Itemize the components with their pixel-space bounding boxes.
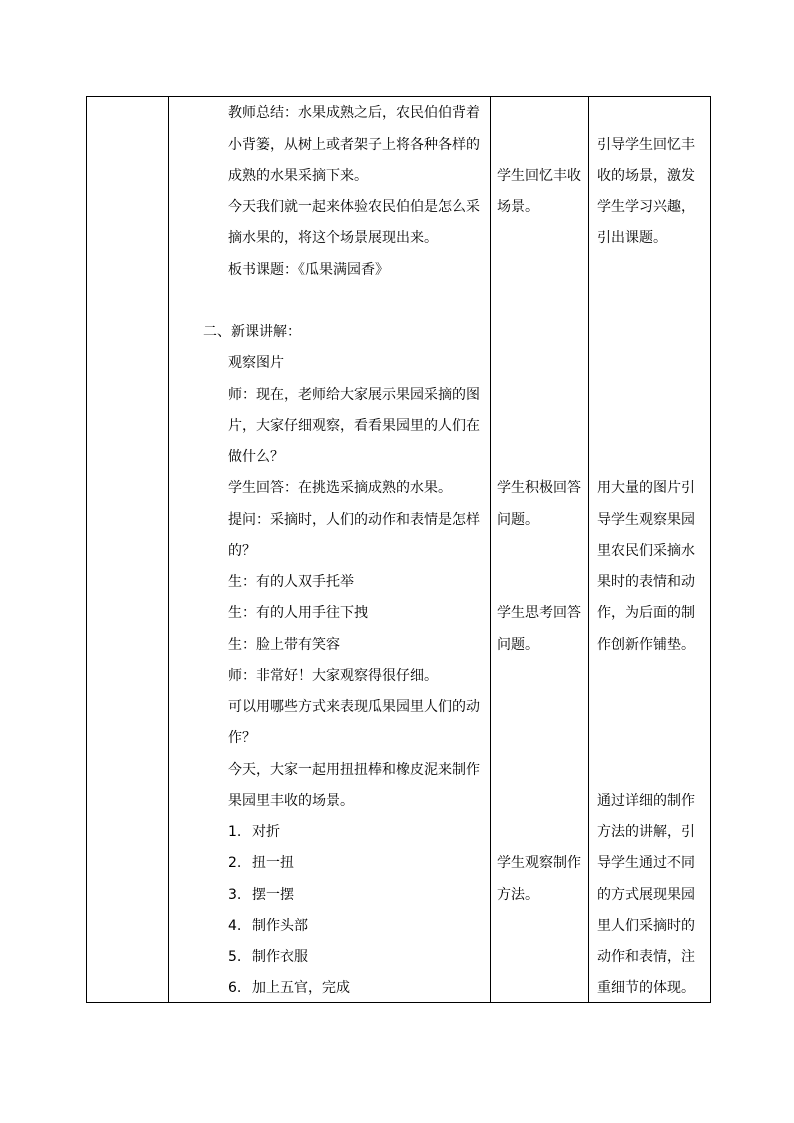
process-line: 摘水果的，将这个场景展现出来。 xyxy=(228,230,438,246)
step-number: 5. xyxy=(228,949,242,965)
student-line: 问题。 xyxy=(497,512,539,528)
intent-line: 方法的讲解，引 xyxy=(597,824,695,840)
intent-line: 作创新作铺垫。 xyxy=(597,637,695,653)
intent-line: 引导学生回忆丰 xyxy=(597,137,695,153)
process-line: 片，大家仔细观察，看看果园里的人们在 xyxy=(228,418,480,434)
intent-line: 通过详细的制作 xyxy=(597,793,695,809)
step-text: 扭一扭 xyxy=(252,855,294,871)
step-number: 2. xyxy=(228,855,242,871)
design-intent-cell xyxy=(589,97,711,1003)
student-line: 学生回忆丰收 xyxy=(497,168,581,184)
student-line: 问题。 xyxy=(497,637,539,653)
process-line: 生：脸上带有笑容 xyxy=(228,637,340,653)
process-line: 生：有的人双手托举 xyxy=(228,574,354,590)
process-line: 做什么？ xyxy=(228,449,284,465)
step-text: 制作头部 xyxy=(252,918,308,934)
lesson-plan-table xyxy=(86,96,711,1003)
intent-line: 引出课题。 xyxy=(597,230,667,246)
student-line: 学生观察制作 xyxy=(497,855,581,871)
table-row xyxy=(87,97,711,1003)
intent-line: 收的场景，激发 xyxy=(597,168,695,184)
step-number: 4. xyxy=(228,918,242,934)
step-text: 加上五官，完成 xyxy=(252,980,350,996)
intent-line: 里农民们采摘水 xyxy=(597,543,695,559)
intent-line: 果时的表情和动 xyxy=(597,574,695,590)
step-text: 摆一摆 xyxy=(252,887,294,903)
process-line: 果园里丰收的场景。 xyxy=(228,793,354,809)
student-line: 场景。 xyxy=(497,199,539,215)
process-line: 提问：采摘时，人们的动作和表情是怎样 xyxy=(228,512,480,528)
process-line: 教师总结：水果成熟之后，农民伯伯背着 xyxy=(228,105,480,121)
step-text: 制作衣服 xyxy=(252,949,308,965)
process-line: 观察图片 xyxy=(228,355,284,371)
section-heading: 二、新课讲解： xyxy=(203,324,301,340)
intent-line: 重细节的体现。 xyxy=(597,980,695,996)
intent-line: 动作和表情，注 xyxy=(597,949,695,965)
process-line: 的？ xyxy=(228,543,256,559)
step-number: 6. xyxy=(228,980,242,996)
process-line: 生：有的人用手往下拽 xyxy=(228,605,368,621)
intent-line: 的方式展现果园 xyxy=(597,887,695,903)
intent-line: 作，为后面的制 xyxy=(597,605,695,621)
process-line: 师：现在，老师给大家展示果园采摘的图 xyxy=(228,387,480,403)
process-line: 今天，大家一起用扭扭棒和橡皮泥来制作 xyxy=(228,762,480,778)
student-line: 方法。 xyxy=(497,887,539,903)
process-line: 板书课题：《瓜果满园香》 xyxy=(228,262,389,278)
stage-column-cell xyxy=(87,97,169,1003)
student-activity-cell xyxy=(491,97,589,1003)
process-line: 作？ xyxy=(228,730,256,746)
process-line: 成熟的水果采摘下来。 xyxy=(228,168,368,184)
teaching-process-cell xyxy=(169,97,491,1003)
process-line: 可以用哪些方式来表现瓜果园里人们的动 xyxy=(228,699,480,715)
student-line: 学生积极回答 xyxy=(497,480,581,496)
process-line: 今天我们就一起来体验农民伯伯是怎么采 xyxy=(228,199,480,215)
process-line: 小背篓，从树上或者架子上将各种各样的 xyxy=(228,137,480,153)
intent-line: 导学生通过不同 xyxy=(597,855,695,871)
student-line: 学生思考回答 xyxy=(497,605,581,621)
intent-line: 学生学习兴趣， xyxy=(597,199,695,215)
intent-line: 导学生观察果园 xyxy=(597,512,695,528)
process-line: 学生回答：在挑选采摘成熟的水果。 xyxy=(228,480,452,496)
step-number: 3. xyxy=(228,887,242,903)
intent-line: 用大量的图片引 xyxy=(597,480,695,496)
step-text: 对折 xyxy=(252,824,280,840)
step-number: 1. xyxy=(228,824,242,840)
process-line: 师：非常好！大家观察得很仔细。 xyxy=(228,668,438,684)
intent-line: 里人们采摘时的 xyxy=(597,918,695,934)
